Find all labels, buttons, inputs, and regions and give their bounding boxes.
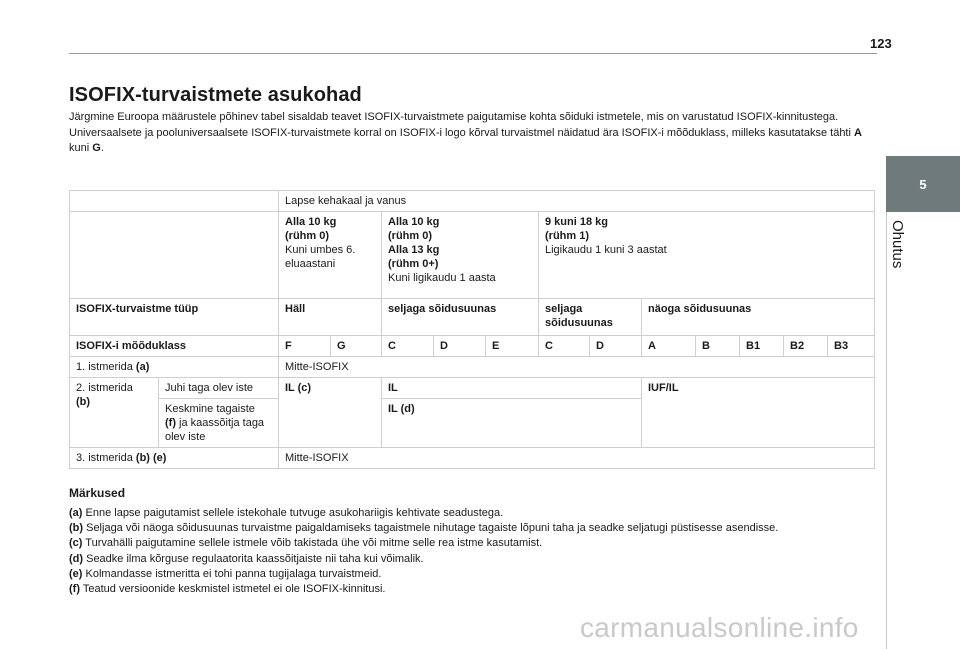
chapter-tab[interactable] <box>886 156 960 212</box>
class-cell: C <box>382 336 434 357</box>
table-row <box>70 378 875 399</box>
cell-il-d: IL (d) <box>382 399 642 448</box>
isofix-table <box>69 190 875 469</box>
type-cell: seljaga sõidusuunas <box>539 299 642 336</box>
class-cell: D <box>434 336 486 357</box>
header-divider <box>69 53 877 54</box>
group-0-cell: Alla 10 kg (rühm 0) Kuni umbes 6. eluaastani <box>279 212 382 299</box>
seat-row-1-label: 1. istmerida (a) <box>70 357 279 378</box>
table-row <box>70 448 875 469</box>
notes-title: Märkused <box>69 486 126 500</box>
type-cell: seljaga sõidusuunas <box>382 299 539 336</box>
page-title: ISOFIX-turvaistmete asukohad <box>69 84 362 106</box>
note-item: (b) Seljaga või näoga sõidusuunas turvaistme paigaldamiseks tagaistmele nihutage tagaiste lõpuni taha ja seadke seljatugi püstisesse asendisse. <box>69 522 779 535</box>
intro-paragraph-1: Järgmine Euroopa määrustele põhinev tabel sisaldab teavet ISOFIX-turvaistmete paigutamise kohta sõiduki istmetele, mis on varustatud ISOFIX-kinnitustega. <box>69 111 839 123</box>
class-label: ISOFIX-i mõõduklass <box>70 336 279 357</box>
note-item: (f) Teatud versioonide keskmistel istmetel ei ole ISOFIX-kinnitusi. <box>69 583 386 596</box>
table-row <box>70 299 875 336</box>
watermark: carmanualsonline.info <box>580 612 859 643</box>
seat-driver-behind: Juhi taga olev iste <box>159 378 279 399</box>
intro-paragraph-2: Universaalsete ja pooluniversaalsete ISOFIX-turvaistmete korral on ISOFIX-i logo kõrval turvaistmel näidatud ära ISOFIX-i mõõduklass, milleks kasutatakse tähti A kuni G. <box>69 126 862 154</box>
class-cell: B1 <box>740 336 784 357</box>
page-number: 123 <box>870 36 892 51</box>
class-cell: B <box>696 336 740 357</box>
table-row <box>70 212 875 299</box>
table-row <box>70 336 875 357</box>
class-cell: C <box>539 336 590 357</box>
cell-il: IL <box>382 378 642 399</box>
weight-header: Lapse kehakaal ja vanus <box>279 191 875 212</box>
chapter-number: 5 <box>919 176 927 192</box>
note-item: (a) Enne lapse paigutamist sellele istekohale tutvuge asukohariigis kehtivate seadustega. <box>69 507 504 519</box>
type-cell: näoga sõidusuunas <box>642 299 875 336</box>
table-row <box>70 191 875 212</box>
note-item: (d) Seadke ilma kõrguse regulaatorita kaassõitjaiste nii taha kui võimalik. <box>69 552 424 565</box>
side-divider <box>886 212 887 649</box>
notes-list <box>69 506 869 597</box>
class-cell: A <box>642 336 696 357</box>
class-cell: B2 <box>784 336 828 357</box>
seat-row-1-value: Mitte-ISOFIX <box>279 357 875 378</box>
seat-row-3-label: 3. istmerida (b) (e) <box>70 448 279 469</box>
chapter-label: Ohutus <box>889 220 906 269</box>
class-cell: E <box>486 336 539 357</box>
group-1-cell: 9 kuni 18 kg (rühm 1) Ligikaudu 1 kuni 3 aastat <box>539 212 875 299</box>
seat-row-2-label: 2. istmerida (b) <box>70 378 159 448</box>
class-cell: D <box>590 336 642 357</box>
class-cell: G <box>331 336 382 357</box>
note-item: (c) Turvahälli paigutamine sellele istmele võib takistada ühe või mitme selle rea istme kasutamist. <box>69 537 543 550</box>
note-item: (e) Kolmandasse istmeritta ei tohi panna tugijalaga turvaistmeid. <box>69 567 382 580</box>
cell-iuf-il: IUF/IL <box>642 378 875 448</box>
type-label: ISOFIX-turvaistme tüüp <box>70 299 279 336</box>
cell-il-c: IL (c) <box>279 378 382 448</box>
class-cell: F <box>279 336 331 357</box>
chapter-label-container <box>884 215 914 275</box>
seat-row-3-value: Mitte-ISOFIX <box>279 448 875 469</box>
seat-middle-passenger: Keskmine tagaiste (f) ja kaassõitja taga olev iste <box>159 399 279 448</box>
group-0plus-cell: Alla 10 kg (rühm 0) Alla 13 kg (rühm 0+) Kuni ligikaudu 1 aasta <box>382 212 539 299</box>
intro-text <box>69 110 869 157</box>
type-cell: Häll <box>279 299 382 336</box>
table-row <box>70 357 875 378</box>
class-cell: B3 <box>828 336 875 357</box>
